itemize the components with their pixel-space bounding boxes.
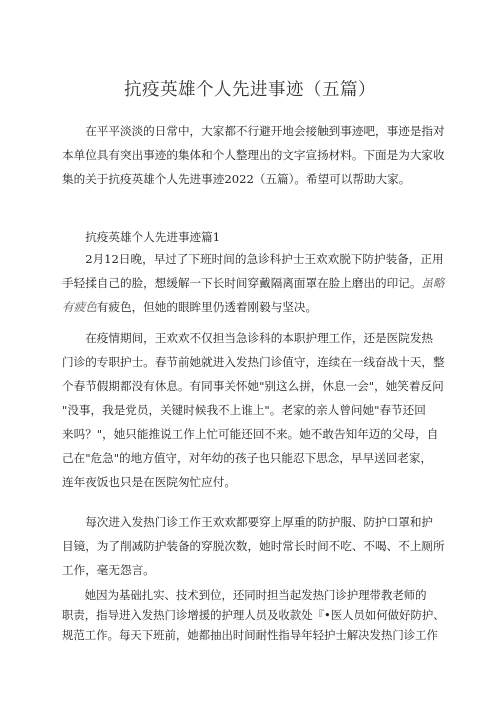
- paragraph-line: 连年夜饭也只是在医院匆忙应付。: [62, 475, 236, 489]
- paragraph-line: 己在"危急"的地方值守，对年幼的孩子也只能忍下思念，早早送回老家，: [62, 451, 433, 465]
- paragraph-line: 工作，毫无怨言。: [62, 563, 155, 577]
- paragraph-line: 规范工作。每天下班前，她都抽出时间耐性指导年轻护士解决发热门诊工作: [62, 628, 438, 642]
- intro-line: 本单位具有突出事迹的集体和个人整理出的文字宣扬材料。下面是为大家收: [62, 148, 445, 162]
- italic-phrase: 有疲色: [62, 300, 97, 314]
- paragraph-line: [62, 271, 445, 295]
- paragraph-line: 在疫情期间，王欢欢不仅担当急诊科的本职护理工作，还是医院发热: [62, 331, 434, 345]
- paragraph-line: 门诊的专职护士。春节前她就进入发热门诊值守，连续在一线奋战十天，整: [62, 355, 445, 369]
- paragraph-line: 2月12日晚，早过了下班时间的急诊科护士王欢欢脱下防护装备，正用: [62, 252, 444, 266]
- italic-phrase: 虽略: [421, 276, 445, 290]
- paragraph-text: 手轻揉自己的脸，想缓解一下长时间穿戴隔离面罩在脸上磨出的印记。: [62, 276, 422, 290]
- paragraph-line: 来吗？"，她只能推说工作上忙可能还回不来。她不敢告知年迈的父母，自: [62, 427, 439, 441]
- document-title: 抗疫英雄个人先进事迹（五篇）: [124, 80, 376, 100]
- section-heading-text: 抗疫英雄个人先进事迹篇1: [62, 230, 221, 244]
- paragraph-4: [62, 585, 445, 645]
- intro-line: 集的关于抗疫英雄个人先进事迹2022（五篇）。希望可以帮助大家。: [62, 172, 411, 186]
- intro-paragraph: [62, 119, 445, 191]
- paragraph-3: [62, 510, 445, 582]
- paragraph-2: [62, 326, 445, 494]
- paragraph-line: 目镜，为了削减防护装备的穿脱次数，她时常长时间不吃、不喝、不上厕所: [62, 539, 445, 553]
- paragraph-line: 她因为基础扎实、技术到位，还同时担当起发热门诊护理带教老师的: [62, 588, 427, 602]
- paragraph-line: 个春节假期都没有休息。有同事关怀她"别这么拼，休息一会"，她笑着反问: [62, 379, 444, 393]
- paragraph-text: 有疲色，但她的眼眸里仍透着刚毅与坚决。: [96, 300, 318, 314]
- section-heading: [62, 225, 438, 249]
- paragraph-1: [62, 247, 445, 319]
- paragraph-line: "没事，我是党员，关键时候我不上谁上"。老家的亲人曾问她"春节还回: [62, 403, 426, 417]
- paragraph-line: 职责，指导进入发热门诊增援的护理人员及收款处『•医人员如何做好防护、: [62, 608, 445, 622]
- intro-line: 在平平淡淡的日常中，大家都不行避开地会接触到事迹吧，事迹是指对: [62, 124, 445, 138]
- paragraph-line: 每次进入发热门诊工作王欢欢都要穿上厚重的防护服、防护口罩和护: [62, 515, 434, 529]
- paragraph-line: [62, 295, 438, 319]
